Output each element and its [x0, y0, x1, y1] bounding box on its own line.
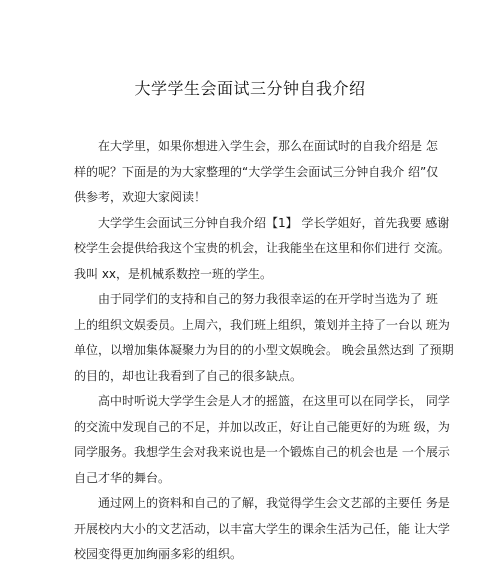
- paragraph-line: 校学生会提供给我这个宝贵的机会，让我能坐在这里和你们进行 交流。: [74, 241, 450, 255]
- paragraph-line: 的目的，却也让我看到了自己的很多缺点。: [74, 368, 303, 383]
- paragraph-line: 大学学生会面试三分钟自我介绍【1】 学长学姐好，首先我要 感谢: [98, 215, 450, 230]
- paragraph-line: 开展校内大小的文艺活动，以丰富大学生的课余生活为己任，能 让大学: [74, 521, 450, 536]
- paragraph-line: 我叫 xx，是机械系数控一班的学生。: [74, 266, 273, 281]
- paragraph-department: [74, 491, 450, 568]
- paragraph-line: 同学服务。我想学生会对我来说也是一个锻炼自己的机会也是 一个展示: [74, 445, 450, 459]
- paragraph-line: 样的呢？下面是的为大家整理的“大学学生会面试三分钟自我介 绍”仅: [74, 164, 439, 179]
- paragraph-line: 供参考，欢迎大家阅读！: [74, 190, 207, 204]
- paragraph-line: 自己才华的舞台。: [74, 470, 171, 485]
- paragraph-line: 校园变得更加绚丽多彩的组织。: [74, 547, 243, 561]
- paragraph-motivation: [74, 389, 450, 491]
- paragraph-line: 在大学里，如果你想进入学生会，那么在面试时的自我介绍是 怎: [98, 139, 438, 153]
- paragraph-intro: [74, 134, 439, 211]
- document-body: [74, 134, 454, 568]
- paragraph-greeting: [74, 211, 450, 288]
- paragraph-line: 通过网上的资料和自己的了解，我觉得学生会文艺部的主要任 务是: [98, 496, 450, 510]
- paragraph-experience: [74, 287, 454, 389]
- paragraph-line: 上的组织文娱委员。上周六，我们班上组织，策划并主持了一台以 班为: [74, 317, 450, 332]
- paragraph-line: 的交流中发现自己的不足，并加以改正，好让自己能更好的为班 级，为: [74, 419, 450, 434]
- document-title: 大学学生会面试三分钟自我介绍: [134, 79, 366, 98]
- paragraph-line: 单位，以增加集体凝聚力为目的的小型文娱晚会。 晚会虽然达到 了预期: [74, 343, 454, 357]
- paragraph-line: 高中时听说大学学生会是人才的摇篮，在这里可以在同学长， 同学: [98, 394, 450, 408]
- paragraph-line: 由于同学们的支持和自己的努力我很幸运的在开学时当选为了 班: [98, 292, 438, 306]
